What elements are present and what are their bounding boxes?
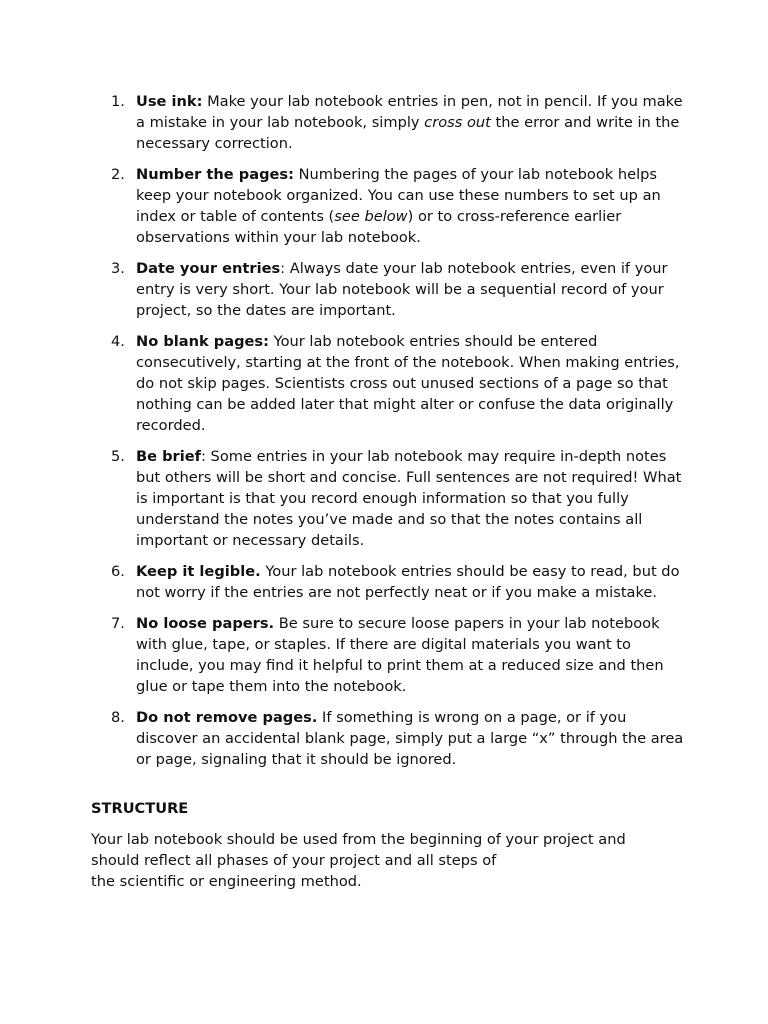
item-emphasis: cross out: [424, 114, 491, 131]
item-text: ) or to cross-reference earlier observations within your lab notebook.: [136, 208, 622, 246]
item-number: 6.: [111, 563, 125, 580]
item-number: 5.: [111, 448, 125, 465]
item-title: Keep it legible.: [136, 563, 261, 580]
structure-paragraph: [91, 829, 691, 892]
item-text: Numbering the pages of your lab notebook helps keep your notebook organized. You can use these numbers to set up an index or table of contents (: [136, 166, 661, 225]
item-title: Be brief: [136, 448, 201, 465]
item-emphasis: see below: [334, 208, 408, 225]
guideline-item-4: [91, 331, 691, 436]
guideline-item-3: [91, 258, 691, 321]
item-number: 1.: [111, 93, 125, 110]
item-text: Your lab notebook entries should be entered consecutively, starting at the front of the notebook. When making entries, do not skip pages. Scientists cross out unused sections of a page so that nothing can be added later that might alter or confuse the data originally recorded.: [136, 333, 680, 434]
item-number: 3.: [111, 260, 125, 277]
item-title: No blank pages:: [136, 333, 269, 350]
item-title: Date your entries: [136, 260, 281, 277]
guideline-item-2: [91, 164, 691, 248]
item-text: Be sure to secure loose papers in your lab notebook with glue, tape, or staples. If there are digital materials you want to include, you may find it helpful to print them at a reduced size and then glue or tape them into the notebook.: [136, 615, 664, 695]
item-text: : Always date your lab notebook entries, even if your entry is very short. Your lab notebook will be a sequential record of your project, so the dates are important.: [136, 260, 668, 319]
item-number: 7.: [111, 615, 125, 632]
guideline-item-7: [91, 613, 691, 697]
paragraph-line: should reflect all phases of your project and all steps of: [91, 852, 497, 869]
item-number: 8.: [111, 709, 125, 726]
guideline-item-8: [91, 707, 691, 770]
item-title: No loose papers.: [136, 615, 275, 632]
item-number: 4.: [111, 333, 125, 350]
item-title: Do not remove pages.: [136, 709, 318, 726]
paragraph-line: Your lab notebook should be used from the beginning of your project and: [91, 831, 626, 848]
guideline-item-6: [91, 561, 691, 603]
item-title: Number the pages:: [136, 166, 294, 183]
guidelines-list: [91, 91, 691, 780]
guideline-item-1: [91, 91, 691, 154]
structure-heading: STRUCTURE: [91, 800, 189, 817]
paragraph-line: the scientific or engineering method.: [91, 873, 362, 890]
guideline-item-5: [91, 446, 691, 551]
item-number: 2.: [111, 166, 125, 183]
item-text: the error and write in the necessary correction.: [136, 114, 680, 152]
item-text: Your lab notebook entries should be easy to read, but do not worry if the entries are not perfectly neat or if you make a mistake.: [136, 563, 680, 601]
item-title: Use ink:: [136, 93, 203, 110]
item-text: Make your lab notebook entries in pen, not in pencil. If you make a mistake in your lab notebook, simply: [136, 93, 683, 131]
item-text: If something is wrong on a page, or if you discover an accidental blank page, simply put a large “x” through the area or page, signaling that it should be ignored.: [136, 709, 684, 768]
item-text: : Some entries in your lab notebook may require in-depth notes but others will be short and concise. Full sentences are not required! What is important is that you record enough information so that you fully understand the notes you’ve made and so that the notes contains all important or necessary details.: [136, 448, 682, 549]
